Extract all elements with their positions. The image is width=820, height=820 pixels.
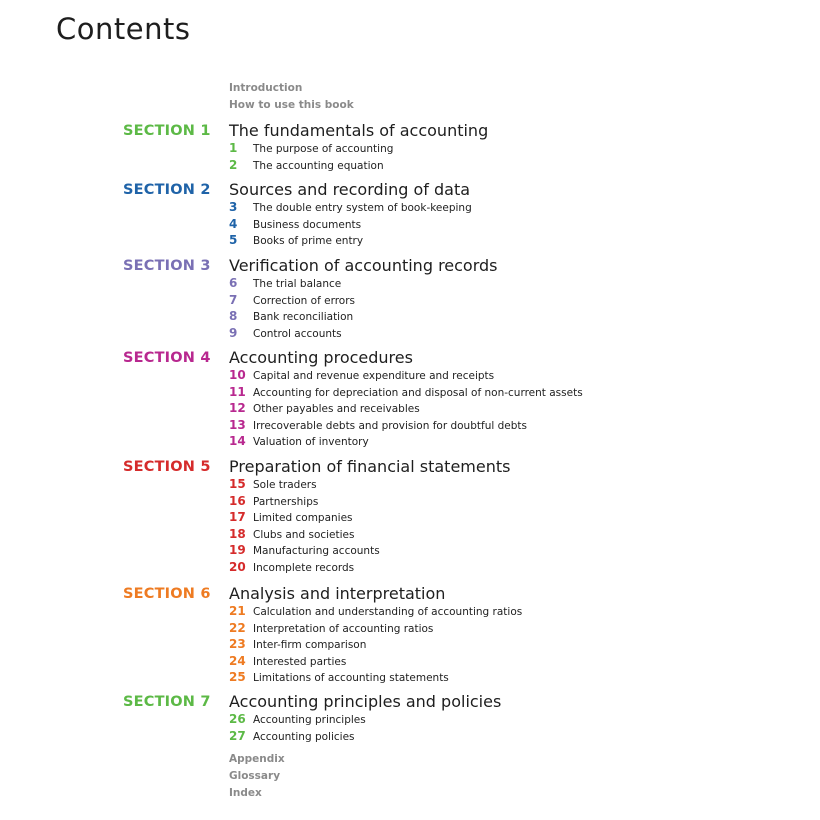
chapter-title: Capital and revenue expenditure and receipts bbox=[253, 370, 495, 382]
section-title[interactable]: Sources and recording of data bbox=[229, 180, 471, 199]
chapter-number: 17 bbox=[229, 510, 246, 524]
chapter-number: 21 bbox=[229, 604, 246, 618]
back-matter bbox=[229, 751, 285, 802]
chapter-number: 10 bbox=[229, 368, 246, 382]
chapter-title: Valuation of inventory bbox=[253, 436, 369, 448]
chapter-entry[interactable] bbox=[229, 216, 472, 233]
chapter-entry[interactable] bbox=[229, 728, 366, 745]
page-title: Contents bbox=[56, 12, 191, 46]
back-matter-appendix[interactable]: Appendix bbox=[229, 753, 285, 765]
chapter-entry[interactable] bbox=[229, 417, 583, 434]
chapter-title: Sole traders bbox=[253, 479, 317, 491]
chapter-entry[interactable] bbox=[229, 367, 583, 384]
section-label: SECTION 2 bbox=[123, 182, 211, 198]
chapter-entry[interactable] bbox=[229, 400, 583, 417]
chapter-number: 19 bbox=[229, 543, 246, 557]
section-title[interactable]: Accounting principles and policies bbox=[229, 692, 502, 711]
chapter-entry[interactable] bbox=[229, 384, 583, 401]
section-title[interactable]: Verification of accounting records bbox=[229, 256, 498, 275]
chapter-title: The trial balance bbox=[253, 278, 342, 290]
chapter-number: 20 bbox=[229, 559, 246, 574]
section-label: SECTION 3 bbox=[123, 258, 211, 274]
section-title[interactable]: Preparation of financial statements bbox=[229, 457, 511, 476]
chapter-number: 23 bbox=[229, 637, 246, 651]
chapter-number: 6 bbox=[229, 276, 238, 290]
chapter-entry[interactable] bbox=[229, 493, 380, 510]
chapter-list bbox=[229, 140, 393, 173]
chapter-title: Limited companies bbox=[253, 512, 353, 524]
chapter-list bbox=[229, 199, 472, 249]
chapter-number: 5 bbox=[229, 233, 238, 247]
chapter-title: Calculation and understanding of accounting ratios bbox=[253, 606, 523, 618]
chapter-number: 3 bbox=[229, 200, 238, 214]
front-matter-introduction[interactable]: Introduction bbox=[229, 82, 303, 94]
chapter-entry[interactable] bbox=[229, 292, 355, 309]
chapter-number: 26 bbox=[229, 712, 246, 726]
chapter-entry[interactable] bbox=[229, 636, 522, 653]
chapter-title: The purpose of accounting bbox=[253, 143, 394, 155]
chapter-number: 14 bbox=[229, 434, 246, 448]
chapter-list bbox=[229, 711, 366, 744]
section-label: SECTION 6 bbox=[123, 586, 211, 602]
chapter-title: Bank reconciliation bbox=[253, 311, 354, 323]
front-matter-how-to-use[interactable]: How to use this book bbox=[229, 99, 354, 111]
chapter-list bbox=[229, 603, 522, 686]
chapter-number: 16 bbox=[229, 493, 246, 508]
section-label: SECTION 5 bbox=[123, 459, 211, 475]
chapter-entry[interactable] bbox=[229, 620, 522, 637]
section-label: SECTION 7 bbox=[123, 694, 211, 710]
chapter-list bbox=[229, 275, 355, 341]
chapter-title: Interested parties bbox=[253, 655, 347, 668]
chapter-entry[interactable] bbox=[229, 559, 380, 576]
chapter-entry[interactable] bbox=[229, 199, 472, 216]
chapter-number: 27 bbox=[229, 728, 246, 743]
section-label: SECTION 4 bbox=[123, 350, 211, 366]
chapter-title: Inter-firm comparison bbox=[253, 639, 367, 651]
back-matter-index[interactable]: Index bbox=[229, 787, 262, 799]
chapter-list bbox=[229, 476, 380, 575]
chapter-entry[interactable] bbox=[229, 308, 355, 325]
section-label: SECTION 1 bbox=[123, 123, 211, 139]
chapter-entry[interactable] bbox=[229, 509, 380, 526]
chapter-title: Accounting for depreciation and disposal of non-current assets bbox=[253, 386, 583, 399]
chapter-entry[interactable] bbox=[229, 603, 522, 620]
chapter-number: 1 bbox=[229, 141, 238, 155]
chapter-title: Accounting principles bbox=[253, 714, 366, 726]
chapter-entry[interactable] bbox=[229, 325, 355, 342]
chapter-number: 9 bbox=[229, 325, 238, 340]
chapter-title: Accounting policies bbox=[253, 730, 355, 743]
chapter-title: Interpretation of accounting ratios bbox=[253, 622, 434, 635]
chapter-title: The accounting equation bbox=[253, 159, 384, 172]
chapter-number: 8 bbox=[229, 309, 238, 323]
chapter-number: 4 bbox=[229, 216, 238, 231]
chapter-title: Clubs and societies bbox=[253, 528, 355, 541]
chapter-title: Limitations of accounting statements bbox=[253, 672, 449, 684]
section-title[interactable]: Analysis and interpretation bbox=[229, 584, 446, 603]
chapter-entry[interactable] bbox=[229, 476, 380, 493]
chapter-number: 18 bbox=[229, 526, 246, 541]
chapter-entry[interactable] bbox=[229, 711, 366, 728]
chapter-number: 25 bbox=[229, 670, 246, 684]
chapter-entry[interactable] bbox=[229, 433, 583, 450]
chapter-entry[interactable] bbox=[229, 232, 472, 249]
chapter-title: Control accounts bbox=[253, 327, 342, 340]
chapter-title: The double entry system of book-keeping bbox=[253, 202, 472, 214]
chapter-number: 15 bbox=[229, 477, 246, 491]
chapter-title: Other payables and receivables bbox=[253, 403, 420, 415]
chapter-entry[interactable] bbox=[229, 653, 522, 670]
chapter-title: Partnerships bbox=[253, 495, 319, 508]
back-matter-glossary[interactable]: Glossary bbox=[229, 770, 281, 782]
chapter-entry[interactable] bbox=[229, 157, 393, 174]
chapter-entry[interactable] bbox=[229, 526, 380, 543]
chapter-number: 2 bbox=[229, 157, 238, 172]
chapter-number: 13 bbox=[229, 417, 246, 432]
chapter-title: Books of prime entry bbox=[253, 235, 364, 247]
chapter-title: Manufacturing accounts bbox=[253, 545, 380, 557]
chapter-number: 22 bbox=[229, 620, 246, 635]
section-title[interactable]: Accounting procedures bbox=[229, 348, 413, 367]
chapter-title: Incomplete records bbox=[253, 561, 355, 574]
chapter-list bbox=[229, 367, 583, 450]
chapter-title: Correction of errors bbox=[253, 294, 356, 307]
chapter-number: 11 bbox=[229, 384, 246, 399]
chapter-number: 7 bbox=[229, 292, 238, 307]
section-title[interactable]: The fundamentals of accounting bbox=[229, 121, 489, 140]
chapter-number: 24 bbox=[229, 653, 246, 668]
chapter-number: 12 bbox=[229, 401, 246, 415]
chapter-entry[interactable] bbox=[229, 669, 522, 686]
chapter-entry[interactable] bbox=[229, 140, 393, 157]
chapter-title: Business documents bbox=[253, 218, 362, 231]
chapter-title: Irrecoverable debts and provision for doubtful debts bbox=[253, 419, 527, 432]
front-matter bbox=[229, 80, 354, 114]
chapter-entry[interactable] bbox=[229, 542, 380, 559]
chapter-entry[interactable] bbox=[229, 275, 355, 292]
